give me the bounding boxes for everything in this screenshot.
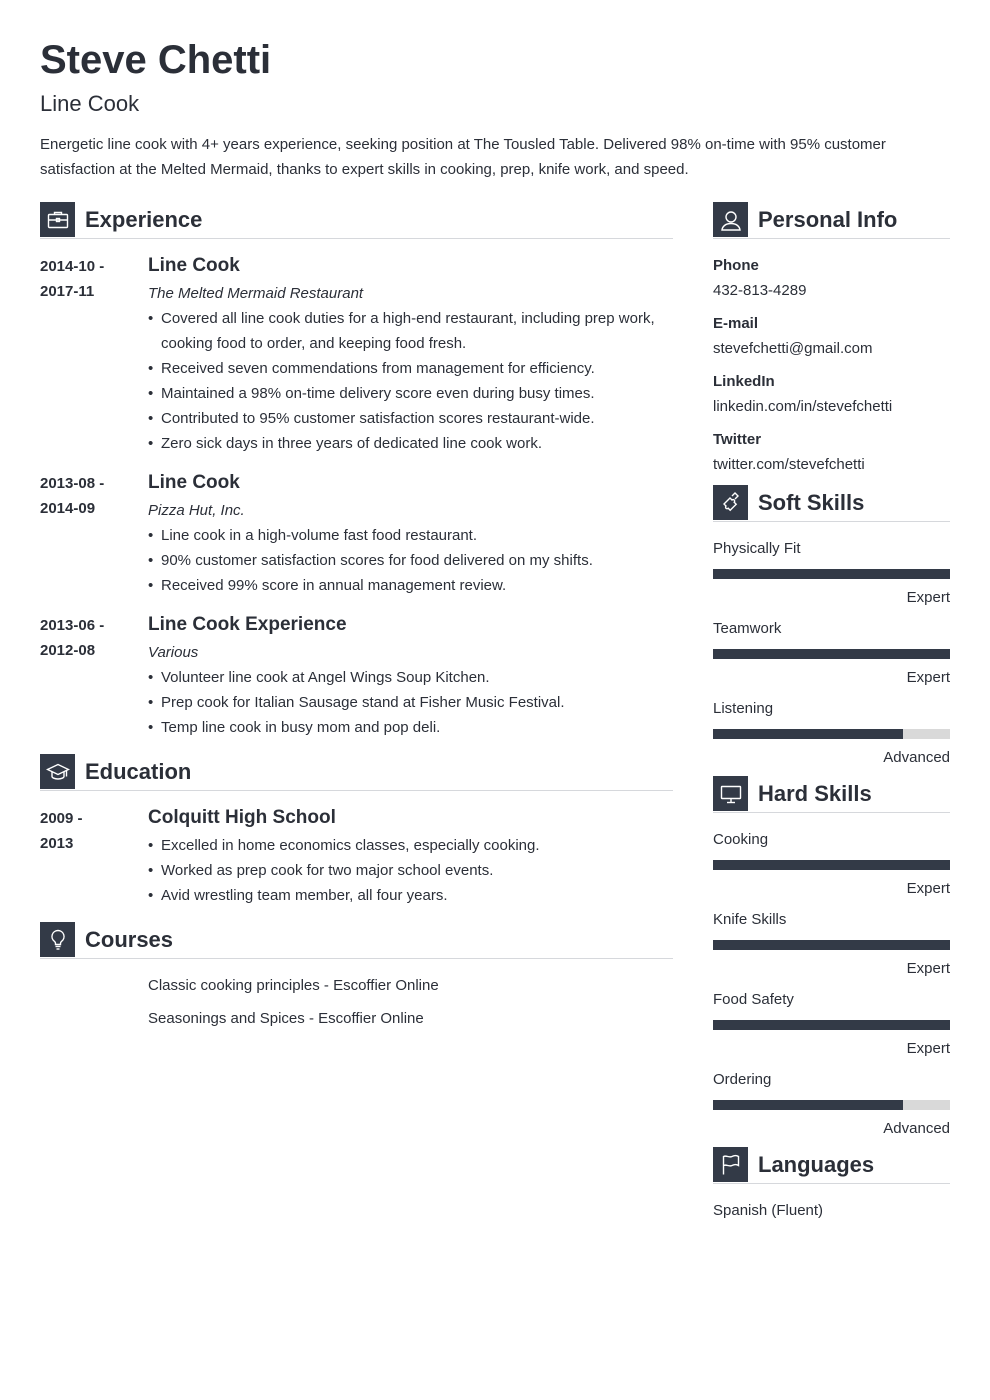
skill-bar [713, 1100, 950, 1110]
bullet-item: • Received 99% score in annual management review. [148, 573, 673, 598]
soft-skills-header [713, 485, 950, 522]
hard-skills-header [713, 776, 950, 813]
skill-bar [713, 1020, 950, 1030]
entry-bullets [148, 306, 673, 456]
experience-header [40, 202, 673, 239]
entry-bullets [148, 665, 673, 740]
skill-bar-fill [713, 940, 950, 950]
sidebar-column [713, 202, 950, 1223]
bullet-item: • Temp line cook in busy mom and pop deli. [148, 715, 673, 740]
info-label: Twitter [713, 431, 762, 448]
language-item: Spanish (Fluent) [713, 1202, 824, 1219]
entry-org: Pizza Hut, Inc. [148, 502, 245, 519]
education-header [40, 754, 673, 791]
skill-bar [713, 860, 950, 870]
graduation-cap-icon [40, 754, 75, 789]
skill-bar [713, 569, 950, 579]
user-icon [713, 202, 748, 237]
course-item: Seasonings and Spices - Escoffier Online [148, 1010, 424, 1027]
lightbulb-icon [40, 922, 75, 957]
date-start: 2013-08 - [40, 475, 105, 492]
entry-title: Line Cook [148, 255, 240, 276]
info-field [713, 369, 950, 419]
entry-title: Line Cook Experience [148, 614, 347, 635]
languages-title: Languages [758, 1152, 875, 1177]
experience-entry [40, 612, 673, 740]
info-field [713, 427, 950, 477]
date-end: 2017-11 [40, 283, 95, 300]
entry-date [40, 254, 140, 304]
info-label: E-mail [713, 315, 759, 332]
phone-value: 432-813-4289 [713, 282, 807, 299]
hard-skills-title: Hard Skills [758, 781, 872, 806]
date-end: 2012-08 [40, 642, 96, 659]
info-field [713, 253, 950, 303]
candidate-title: Line Cook [40, 91, 140, 116]
bullet-item: • Line cook in a high-volume fast food restaurant. [148, 523, 673, 548]
skill-bar-fill [713, 860, 950, 870]
skill-bar-fill [713, 569, 950, 579]
skill-level: Expert [906, 589, 950, 606]
entry-date [40, 613, 140, 663]
puzzle-icon [713, 485, 748, 520]
bullet-item: • Maintained a 98% on-time delivery score even during busy times. [148, 381, 673, 406]
experience-entry [40, 253, 673, 456]
date-end: 2014-09 [40, 500, 96, 517]
date-start: 2009 - [40, 810, 83, 827]
education-title: Education [85, 759, 192, 784]
courses-header [40, 922, 673, 959]
info-field [713, 311, 950, 361]
skill-item [713, 616, 950, 690]
entry-date [40, 471, 140, 521]
course-item: Classic cooking principles - Escoffier Online [148, 977, 439, 994]
skill-item [713, 827, 950, 901]
linkedin-value: linkedin.com/in/stevefchetti [713, 398, 893, 415]
skill-name: Cooking [713, 831, 769, 848]
entry-date [40, 806, 140, 856]
skill-item [713, 536, 950, 610]
skill-bar [713, 940, 950, 950]
skill-level: Advanced [883, 1120, 950, 1137]
skill-item [713, 987, 950, 1061]
bullet-item: • Zero sick days in three years of dedicated line cook work. [148, 431, 673, 456]
skill-bar [713, 649, 950, 659]
bullet-item: • Avid wrestling team member, all four years. [148, 883, 673, 908]
skill-name: Knife Skills [713, 911, 787, 928]
bullet-item: • Received seven commendations from management for efficiency. [148, 356, 673, 381]
skill-item [713, 696, 950, 770]
bullet-item: • Contributed to 95% customer satisfaction scores restaurant-wide. [148, 406, 673, 431]
bullet-item: • 90% customer satisfaction scores for food delivered on my shifts. [148, 548, 673, 573]
skill-level: Expert [906, 1040, 950, 1057]
education-entry [40, 805, 673, 908]
bullet-item: • Worked as prep cook for two major school events. [148, 858, 673, 883]
languages-header [713, 1147, 950, 1184]
twitter-value: twitter.com/stevefchetti [713, 456, 865, 473]
skill-bar-fill [713, 1100, 903, 1110]
info-label: Phone [713, 257, 759, 274]
skill-bar-fill [713, 729, 903, 739]
flag-icon [713, 1147, 748, 1182]
skill-item [713, 907, 950, 981]
courses-title: Courses [85, 927, 174, 952]
bullet-item: • Volunteer line cook at Angel Wings Soup Kitchen. [148, 665, 673, 690]
date-start: 2013-06 - [40, 617, 105, 634]
skill-name: Physically Fit [713, 540, 801, 557]
summary: Energetic line cook with 4+ years experience, seeking position at The Tousled Table. Delivered 98% on-time with 95% customer satisfaction at the Melted Mermaid, thanks to expert skills in cooking, prep, knife work, and speed. [40, 136, 886, 178]
info-label: LinkedIn [713, 373, 775, 390]
skill-name: Listening [713, 700, 774, 717]
entry-bullets [148, 523, 673, 598]
bullet-item: • Prep cook for Italian Sausage stand at Fisher Music Festival. [148, 690, 673, 715]
experience-title: Experience [85, 207, 203, 232]
skill-bar [713, 729, 950, 739]
entry-org: The Melted Mermaid Restaurant [148, 285, 364, 302]
main-column [40, 202, 673, 1039]
skill-level: Advanced [883, 749, 950, 766]
skill-bar-fill [713, 1020, 950, 1030]
email-value: stevefchetti@gmail.com [713, 340, 873, 357]
personal-info-title: Personal Info [758, 207, 898, 232]
skill-name: Food Safety [713, 991, 794, 1008]
entry-title: Colquitt High School [148, 807, 336, 828]
skill-name: Ordering [713, 1071, 772, 1088]
date-end: 2013 [40, 835, 74, 852]
skill-name: Teamwork [713, 620, 782, 637]
experience-entry [40, 470, 673, 598]
skill-bar-fill [713, 649, 950, 659]
skill-item [713, 1067, 950, 1141]
skill-level: Expert [906, 880, 950, 897]
entry-bullets [148, 833, 673, 908]
entry-title: Line Cook [148, 472, 240, 493]
bullet-item: • Excelled in home economics classes, especially cooking. [148, 833, 673, 858]
candidate-name: Steve Chetti [40, 38, 272, 82]
soft-skills-title: Soft Skills [758, 490, 865, 515]
skill-level: Expert [906, 960, 950, 977]
bullet-item: • Covered all line cook duties for a high-end restaurant, including prep work, cooking food to order, and keeping food fresh. [148, 306, 673, 356]
date-start: 2014-10 - [40, 258, 105, 275]
personal-info-header [713, 202, 950, 239]
monitor-icon [713, 776, 748, 811]
skill-level: Expert [906, 669, 950, 686]
briefcase-icon [40, 202, 75, 237]
entry-org: Various [148, 644, 199, 661]
